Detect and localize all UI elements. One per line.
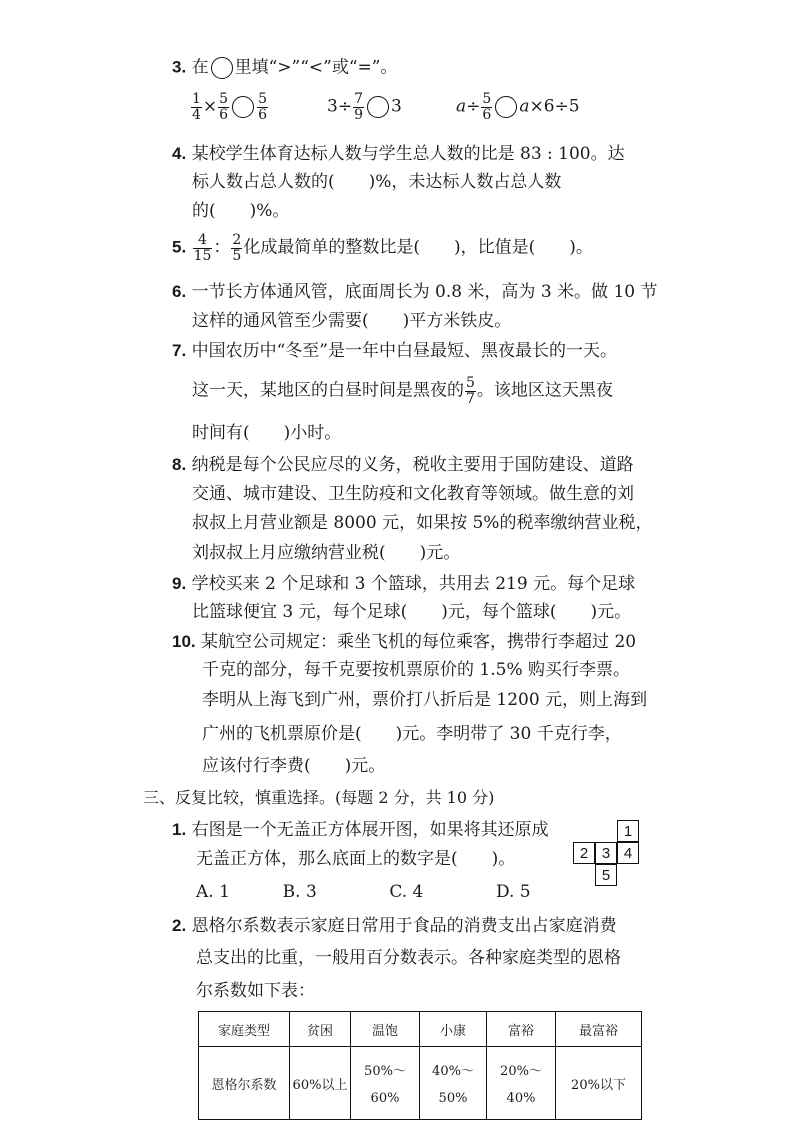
question-number: 4.: [172, 144, 187, 163]
q10-line2: 千克的部分，每千克要按机票原价的 1.5% 购买行李票。: [202, 660, 630, 680]
section3-heading: 三、反复比较，慎重选择。(每题 2 分，共 10 分): [143, 788, 495, 807]
q3-item-c: a÷ $\frac{5}{6}$ a×6÷5: [456, 91, 580, 123]
table-cell: 60%以上: [290, 1047, 351, 1120]
q10-line3: 李明从上海飞到广州，票价打八折后是 1200 元，则上海到: [202, 690, 648, 710]
mc2-line3: 尔系数如下表：: [196, 981, 315, 1001]
table-cell: 20%以下: [556, 1047, 642, 1120]
table-header-cell: 家庭类型: [199, 1012, 290, 1047]
q6-line1: 6. 一节长方体通风管，底面周长为 0.8 米，高为 3 米。做 10 节: [172, 282, 658, 302]
table-header-row: [199, 1012, 642, 1047]
fraction: $\frac{2}{5}$: [232, 232, 242, 264]
row-label: 恩格尔系数: [199, 1047, 290, 1120]
q4-line1: 4. 某校学生体育达标人数与学生总人数的比是 83 : 100。达: [172, 144, 625, 164]
q4-line2: 标人数占总人数的( )%，未达标人数占总人数: [192, 172, 562, 192]
q7-line1: 7. 中国农历中“冬至”是一年中白昼最短、黑夜最长的一天。: [172, 341, 617, 361]
net-cell-right: 4: [617, 842, 639, 864]
q10-line1: 10. 某航空公司规定：乘坐飞机的每位乘客，携带行李超过 20: [172, 632, 637, 652]
question-number: 6.: [172, 282, 187, 301]
q3-suffix: 里填“>”“<”或“=”。: [234, 57, 398, 78]
question-number: 10.: [172, 632, 196, 651]
fraction: $\frac{1}{4}$: [192, 91, 201, 123]
q8-line1: 8. 纳税是每个公民应尽的义务，税收主要用于国防建设、道路: [172, 455, 634, 475]
option-d[interactable]: D. 5: [495, 882, 531, 902]
answer-circle[interactable]: [367, 96, 389, 118]
fraction: $\frac{5}{6}$: [219, 91, 229, 123]
mc1-line2: 无盖正方体，那么底面上的数字是( )。: [196, 849, 516, 869]
table-header-cell: 最富裕: [556, 1012, 642, 1047]
table-header-cell: 小康: [420, 1012, 487, 1047]
question-number: 3.: [172, 57, 187, 77]
mc1-options: [196, 884, 556, 901]
q3-line1: [172, 57, 397, 79]
question-number: 7.: [172, 341, 187, 360]
blank-circle-icon: [211, 57, 233, 79]
answer-circle[interactable]: [495, 96, 517, 118]
table-cell: 40%～ 50%: [420, 1047, 487, 1120]
option-c[interactable]: C. 4: [389, 882, 424, 902]
q8-line3: 叔叔上月营业额是 8000 元，如果按 5%的税率缴纳营业税，: [192, 513, 653, 533]
question-number: 8.: [172, 455, 187, 474]
engel-coefficient-table: [198, 1011, 642, 1120]
table-header-cell: 贫困: [290, 1012, 351, 1047]
option-b[interactable]: B. 3: [282, 882, 317, 902]
net-cell-top: 1: [617, 820, 639, 842]
fraction: $\frac{7}{9}$: [354, 91, 363, 123]
q4-line3: 的( )%。: [192, 201, 290, 221]
q8-line4: 刘叔叔上月应缴纳营业税( )元。: [192, 543, 461, 563]
question-number: 5.: [172, 237, 187, 257]
mc2-line1: 2. 恩格尔系数表示家庭日常用于食品的消费支出占家庭消费: [172, 916, 617, 936]
net-cell-left: 2: [573, 842, 595, 864]
q8-line2: 交通、城市建设、卫生防疫和文化教育等领域。做生意的刘: [192, 484, 634, 504]
q10-line5: 应该付行李费( )元。: [202, 756, 386, 776]
q3-prefix: 在: [191, 57, 209, 78]
q10-line4: 广州的飞机票原价是( )元。李明带了 30 千克行李，: [202, 724, 622, 744]
table-header-cell: 富裕: [487, 1012, 556, 1047]
mc1-line1: 1. 右图是一个无盖正方体展开图，如果将其还原成: [172, 820, 549, 840]
net-cell-bottom: 5: [595, 864, 617, 886]
mc2-line2: 总支出的比重，一般用百分数表示。各种家庭类型的恩格: [196, 948, 621, 968]
q3-item-b: 3÷ $\frac{7}{9}$ 3: [327, 91, 402, 123]
q7-line3: 时间有( )小时。: [192, 423, 342, 443]
q6-line2: 这样的通风管至少需要( )平方米铁皮。: [192, 311, 512, 331]
q9-line1: 9. 学校买来 2 个足球和 3 个篮球，共用去 219 元。每个足球: [172, 574, 636, 594]
net-cell-center: 3: [595, 842, 617, 864]
table-row: [199, 1047, 642, 1120]
fraction: $\frac{5}{6}$: [258, 91, 268, 123]
question-number: 9.: [172, 574, 187, 593]
option-a[interactable]: A. 1: [196, 882, 230, 902]
fraction: $\frac{5}{6}$: [482, 91, 492, 123]
question-number: 2.: [172, 916, 187, 935]
q9-line2: 比篮球便宜 3 元，每个足球( )元，每个篮球( )元。: [192, 602, 632, 622]
question-number: 1.: [172, 820, 187, 839]
q5-line1: 5. $\frac{4}{15}$ ： $\frac{2}{5}$ 化成最简单的整数比是( )，比值是( )。: [172, 232, 593, 264]
fraction: $\frac{5}{7}$: [466, 375, 475, 407]
table-cell: 20%～ 40%: [487, 1047, 556, 1120]
table-header-cell: 温饱: [351, 1012, 420, 1047]
answer-circle[interactable]: [232, 96, 254, 118]
fraction: $\frac{4}{15}$: [193, 232, 212, 264]
table-cell: 50%～ 60%: [351, 1047, 420, 1120]
q7-line2: 这一天，某地区的白昼时间是黑夜的 $\frac{5}{7}$ 。该地区这天黑夜: [192, 375, 613, 407]
q3-item-a: $\frac{1}{4}$ × $\frac{5}{6}$ $\frac{5}{6}$: [192, 91, 268, 123]
